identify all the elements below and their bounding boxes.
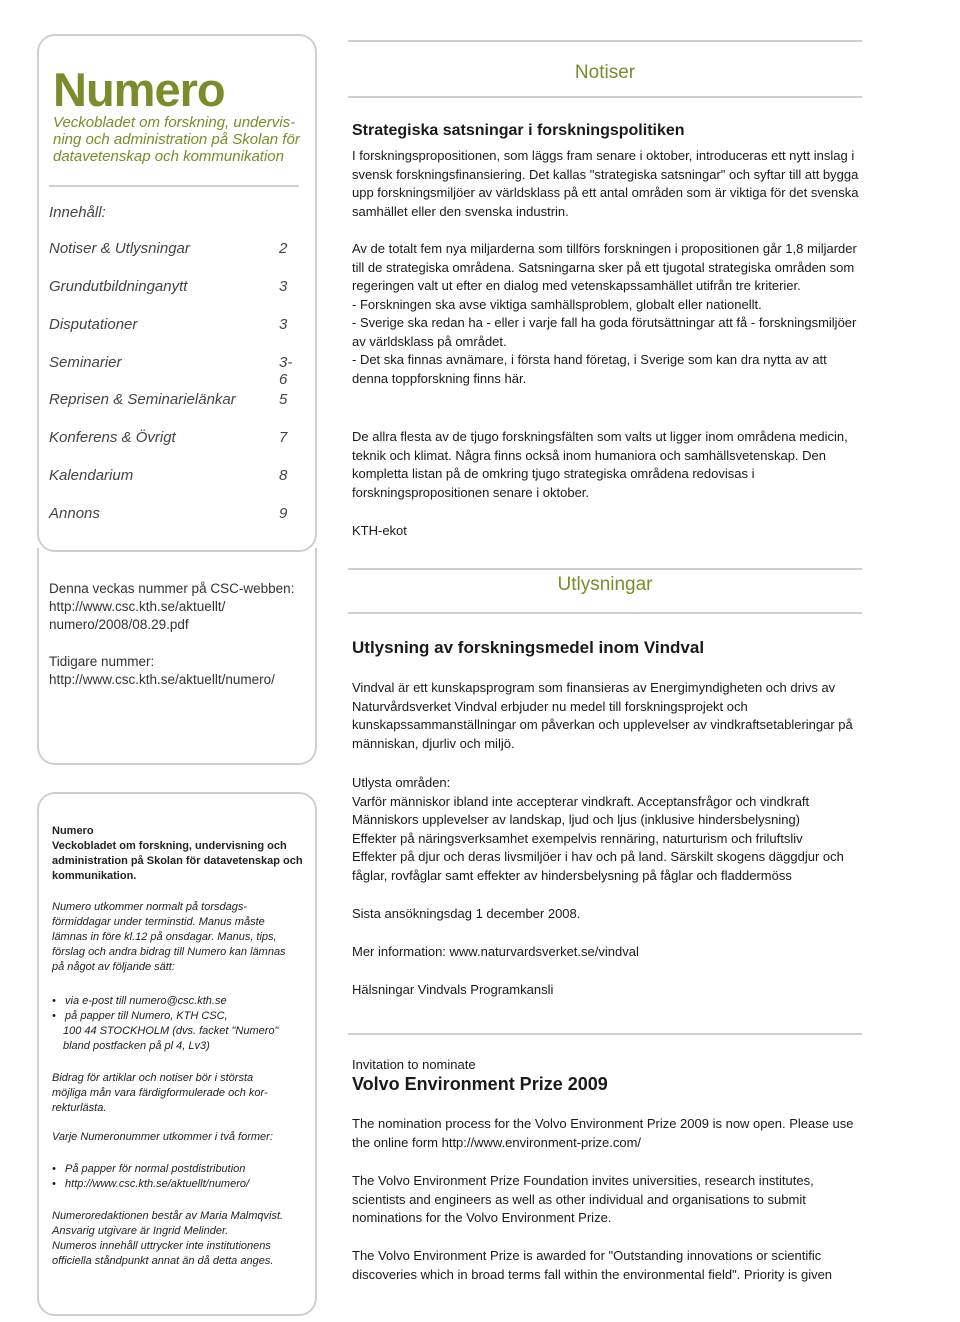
- section-title-notiser: Notiser: [574, 62, 636, 83]
- article-heading: Strategiska satsningar i forskningspolitiken: [352, 122, 685, 139]
- toc-page: 3: [279, 278, 288, 295]
- toc-item[interactable]: [49, 505, 289, 522]
- toc-label: Grundutbildninganytt: [49, 278, 188, 295]
- toc-item[interactable]: [49, 316, 289, 333]
- toc-label: Seminarier: [49, 354, 122, 371]
- bullet-text: 100 44 STOCKHOLM (dvs. facket "Numero": [63, 1025, 279, 1037]
- paragraph-text: - Forskningen ska avse viktiga samhällsproblem, globalt eller nationellt.: [352, 296, 762, 312]
- info-line: Numeros innehåll uttrycker inte institutionens: [52, 1240, 271, 1252]
- bullet-text: På papper för normal postdistribution: [65, 1163, 246, 1175]
- info-text: [52, 824, 307, 975]
- toc-page: 8: [279, 467, 288, 484]
- toc-label: Reprisen & Seminarielänkar: [49, 391, 236, 408]
- article-paragraph: Vindval är ett kunskapsprogram som finansieras av Energimyndigheten och drivs av Naturvårdsverket Vindval erbjuder nu medel till forskningsprojekt och kunskapssammanställningar om påverkan och upplevelser av vindkraftsetableringar på människan, djurliv och miljö.: [352, 680, 853, 751]
- toc-page: 9: [279, 505, 288, 522]
- article-paragraph: De allra flesta av de tjugo forskningsfälten som valts ut ligger inom områdena medicin, teknik och klimat. Några finns också inom humaniora och samhällsvetenskap. Den kompletta listan på de omkring tjugo strategiska områdena redovisas i forskningspropositionen senare i oktober.: [352, 429, 848, 500]
- toc-item[interactable]: [49, 240, 289, 257]
- article-source: KTH-ekot: [352, 523, 407, 538]
- toc-page: 3-6: [279, 354, 293, 388]
- article-paragraph: I forskningspropositionen, som läggs fram senare i oktober, introduceras ett nytt inslag i svensk forskningsfinansiering. Det kallas "strategiska satsningar" och syftar till att bygga upp forskningsmiljöer av världsklass på ett antal områden som är viktiga för det svenska samhället eller den svenska industrin.: [352, 148, 859, 219]
- bullet-mail: • på papper till Numero, KTH CSC,: [52, 1010, 228, 1022]
- paragraph-text: - Sverige ska redan ha - eller i varje fall ha goda förutsättningar att få - forskningsmiljöer av världsklass på området.: [352, 315, 857, 349]
- section-rule: [348, 568, 862, 570]
- brand-tagline: [53, 114, 303, 165]
- more-info-link[interactable]: Mer information: www.naturvardsverket.se/vindval: [352, 944, 639, 959]
- web-text: Denna veckas nummer på CSC-webben:: [49, 581, 295, 596]
- toc-item[interactable]: [49, 278, 289, 295]
- toc-item[interactable]: [49, 391, 289, 408]
- area-item: Effekter på näringsverksamhet exempelvis rennäring, naturturism och friluftsliv: [352, 830, 803, 846]
- info-desc: administration på Skolan för datavetenskap och: [52, 855, 303, 867]
- toc-label: Notiser & Utlysningar: [49, 240, 190, 257]
- info-desc: kommunikation.: [52, 870, 137, 882]
- section-rule: [348, 96, 862, 98]
- web-links: [49, 580, 309, 689]
- areas-list: [352, 774, 862, 885]
- section-title-utlysningar: Utlysningar: [557, 574, 653, 595]
- web-text: Tidigare nummer:: [49, 654, 155, 669]
- article-paragraph: The Volvo Environment Prize Foundation invites universities, research institutes, scientists and engineers as well as other individual and organisations to submit nominations for the Volvo Environment Prize.: [352, 1173, 814, 1225]
- info-line: förslag och andra bidrag till Numero kan lämnas: [52, 946, 286, 958]
- section-rule: [348, 40, 862, 42]
- toc-label: Annons: [49, 505, 100, 522]
- toc-page: 3: [279, 316, 288, 333]
- toc-item[interactable]: [49, 467, 289, 484]
- archive-link[interactable]: http://www.csc.kth.se/aktuellt/numero/: [65, 1178, 250, 1190]
- regards: Hälsningar Vindvals Programkansli: [352, 982, 554, 997]
- info-title: Numero: [52, 825, 94, 837]
- toc-label: Konferens & Övrigt: [49, 429, 176, 446]
- info-line: Numeroredaktionen består av Maria Malmqvist.: [52, 1210, 284, 1222]
- info-line: rekturlästa.: [52, 1102, 107, 1114]
- tagline-line: Veckobladet om forskning, undervis-: [53, 114, 296, 131]
- section-rule: [348, 1033, 862, 1035]
- info-line: lämnas in före kl.12 på onsdagar. Manus, tips,: [52, 931, 277, 943]
- paragraph-text: Av de totalt fem nya miljarderna som tillförs forskningen i propositionen går 1,8 miljarder till de strategiska områdena. Satsningarna sker på ett tjugotal strategiska områden som regeringen valt ut efter en dialog med vetenskapssamhället utifrån tre kriterier.: [352, 241, 857, 293]
- bullet-text: på papper till Numero, KTH CSC,: [65, 1010, 228, 1022]
- area-item: Människors upplevelser av landskap, ljud och ljus (inklusive hindersbelysning): [352, 812, 801, 827]
- article-paragraph: The nomination process for the Volvo Environment Prize 2009 is now open. Please use the online form http://www.environment-prize.com/: [352, 1116, 854, 1150]
- article-heading: Utlysning av forskningsmedel inom Vindval: [352, 638, 705, 657]
- info-desc: Veckobladet om forskning, undervisning och: [52, 840, 287, 852]
- invite-label: Invitation to nominate: [352, 1057, 476, 1072]
- info-line: Ansvarig utgivare är Ingrid Melinder.: [52, 1225, 229, 1237]
- deadline: Sista ansökningsdag 1 december 2008.: [352, 906, 581, 921]
- current-issue-link[interactable]: http://www.csc.kth.se/aktuellt/: [49, 599, 226, 614]
- info-line: på något av följande sätt:: [52, 961, 175, 973]
- section-rule: [348, 612, 862, 614]
- info-text: [52, 1209, 307, 1269]
- tagline-line: datavetenskap och kommunikation: [53, 148, 284, 165]
- divider: [49, 185, 299, 187]
- bullet-paper: • På papper för normal postdistribution: [52, 1163, 246, 1175]
- toc-item[interactable]: [49, 429, 289, 446]
- article-paragraph: The Volvo Environment Prize is awarded for "Outstanding innovations or scientific discoveries which in broad terms fall within the environmental field". Priority is given: [352, 1248, 833, 1282]
- toc-label: Disputationer: [49, 316, 138, 333]
- bullet-email: • via e-post till numero@csc.kth.se: [52, 995, 227, 1007]
- info-text: [52, 1071, 307, 1145]
- info-line: officiella ståndpunkt annat än då detta anges.: [52, 1255, 274, 1267]
- info-line: Varje Numeronummer utkommer i två former:: [52, 1131, 273, 1143]
- paragraph-text: - Det ska finnas avnämare, i första hand företag, i Sverige som kan dra nytta av att denna toppforskning finns här.: [352, 352, 827, 386]
- bullet-text: bland postfacken på pl 4, Lv3): [63, 1040, 210, 1052]
- info-line: Bidrag för artiklar och notiser bör i största: [52, 1072, 254, 1084]
- info-line: möjliga mån vara färdigformulerade och kor-: [52, 1087, 268, 1099]
- tagline-line: ning och administration på Skolan för: [53, 131, 300, 148]
- archive-link[interactable]: http://www.csc.kth.se/aktuellt/numero/: [49, 672, 275, 687]
- email-link[interactable]: via e-post till numero@csc.kth.se: [65, 995, 227, 1007]
- toc-page: 7: [279, 429, 288, 446]
- article-heading: Volvo Environment Prize 2009: [352, 1074, 608, 1094]
- toc-page: 5: [279, 391, 288, 408]
- area-item: Effekter på djur och deras livsmiljöer i hav och på land. Särskilt skogens däggdjur och fåglar, rovfåglar samt effekter av hindersbelysning på fåglar och fladdermöss: [352, 849, 844, 883]
- contents-heading: Innehåll:: [49, 204, 106, 221]
- toc-label: Kalendarium: [49, 467, 134, 484]
- info-line: Numero utkommer normalt på torsdags-: [52, 901, 248, 913]
- toc-page: 2: [279, 240, 288, 257]
- area-item: Varför människor ibland inte accepterar vindkraft. Acceptansfrågor och vindkraft: [352, 793, 810, 809]
- bullet-web: • http://www.csc.kth.se/aktuellt/numero/: [52, 1178, 250, 1190]
- areas-label: Utlysta områden:: [352, 775, 451, 790]
- current-issue-link[interactable]: numero/2008/08.29.pdf: [49, 617, 189, 632]
- brand-title: Numero: [53, 63, 225, 116]
- toc-item[interactable]: [49, 354, 293, 388]
- article-paragraph: [352, 240, 862, 388]
- info-line: förmiddagar under terminstid. Manus måste: [52, 916, 265, 928]
